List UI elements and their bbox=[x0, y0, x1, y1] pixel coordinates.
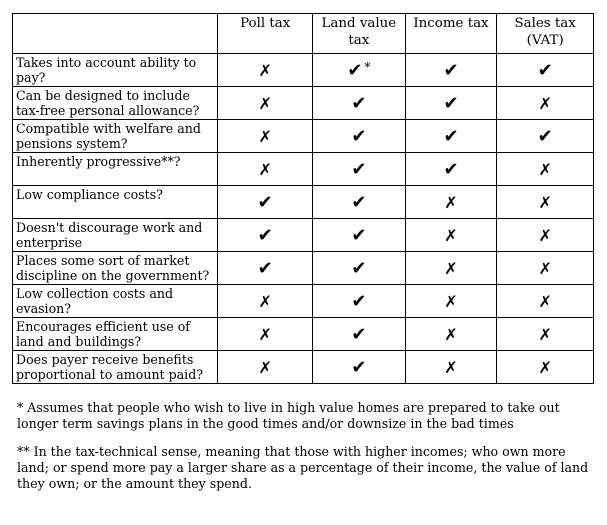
cell-land-value-tax bbox=[313, 252, 406, 285]
cell-poll-tax bbox=[218, 219, 313, 252]
cell-land-value-tax bbox=[313, 219, 406, 252]
cell-poll-tax bbox=[218, 252, 313, 285]
cell-land-value-tax bbox=[313, 153, 406, 186]
header-land-value-tax: Land value tax bbox=[313, 14, 406, 54]
tax-comparison-table bbox=[12, 13, 594, 384]
check-mark-icon: ✔ bbox=[443, 92, 459, 114]
table-row bbox=[13, 120, 594, 153]
cell-income-tax bbox=[405, 351, 497, 384]
check-mark-icon: ✔ bbox=[351, 191, 367, 213]
check-mark-icon: ✔ bbox=[351, 323, 367, 345]
header-sales-tax: Sales tax (VAT) bbox=[497, 14, 594, 54]
row-question: Compatible with welfare and pensions system? bbox=[13, 120, 218, 153]
cell-poll-tax bbox=[218, 186, 313, 219]
cell-sales-tax bbox=[497, 285, 594, 318]
cross-mark-icon: ✗ bbox=[444, 324, 458, 344]
table-row bbox=[13, 252, 594, 285]
table-row bbox=[13, 351, 594, 384]
cross-mark-icon: ✗ bbox=[444, 291, 458, 311]
check-mark-icon: ✔ bbox=[351, 356, 367, 378]
cell-sales-tax bbox=[497, 219, 594, 252]
cross-mark-icon: ✗ bbox=[538, 291, 552, 311]
header-poll-tax: Poll tax bbox=[218, 14, 313, 54]
footnote-1: * Assumes that people who wish to live in high value homes are prepared to take out longer term savings plans in the good times and/or downsize in the bad times bbox=[17, 400, 560, 431]
table-row bbox=[13, 219, 594, 252]
cross-mark-icon: ✗ bbox=[258, 291, 272, 311]
check-mark-icon: ✔ bbox=[351, 125, 367, 147]
table-body bbox=[13, 54, 594, 384]
cell-poll-tax bbox=[218, 87, 313, 120]
table-row bbox=[13, 54, 594, 87]
cross-mark-icon: ✗ bbox=[258, 357, 272, 377]
cell-poll-tax bbox=[218, 153, 313, 186]
cell-land-value-tax bbox=[313, 318, 406, 351]
row-question: Doesn't discourage work and enterprise bbox=[13, 219, 218, 252]
cross-mark-icon: ✗ bbox=[444, 192, 458, 212]
row-question: Low compliance costs? bbox=[13, 186, 218, 219]
cell-sales-tax bbox=[497, 186, 594, 219]
check-mark-icon: ✔ bbox=[443, 59, 459, 81]
table-row bbox=[13, 87, 594, 120]
cell-poll-tax bbox=[218, 120, 313, 153]
cell-income-tax bbox=[405, 219, 497, 252]
cell-income-tax bbox=[405, 153, 497, 186]
cross-mark-icon: ✗ bbox=[538, 159, 552, 179]
cross-mark-icon: ✗ bbox=[444, 258, 458, 278]
cell-land-value-tax bbox=[313, 54, 406, 87]
footnote-2: ** In the tax-technical sense, meaning that those with higher incomes; who own more land; or spend more pay a larger share as a percentage of their income, the value of land they own; or the amount they spend. bbox=[17, 444, 589, 491]
cell-poll-tax bbox=[218, 285, 313, 318]
row-question: Low collection costs and evasion? bbox=[13, 285, 218, 318]
cell-land-value-tax bbox=[313, 351, 406, 384]
cell-poll-tax bbox=[218, 318, 313, 351]
cell-sales-tax bbox=[497, 87, 594, 120]
check-mark-icon: ✔ bbox=[351, 257, 367, 279]
check-mark-icon: ✔ bbox=[351, 92, 367, 114]
header-income-tax: Income tax bbox=[405, 14, 497, 54]
table-row bbox=[13, 318, 594, 351]
check-mark-icon: ✔ bbox=[537, 59, 553, 81]
row-question: Takes into account ability to pay? bbox=[13, 54, 218, 87]
cross-mark-icon: ✗ bbox=[258, 324, 272, 344]
cell-income-tax bbox=[405, 120, 497, 153]
check-mark-icon: ✔ bbox=[257, 191, 273, 213]
cell-income-tax bbox=[405, 54, 497, 87]
cross-mark-icon: ✗ bbox=[538, 192, 552, 212]
cell-land-value-tax bbox=[313, 120, 406, 153]
cell-sales-tax bbox=[497, 252, 594, 285]
row-question: Can be designed to include tax-free personal allowance? bbox=[13, 87, 218, 120]
cell-income-tax bbox=[405, 186, 497, 219]
cell-poll-tax bbox=[218, 351, 313, 384]
row-question: Encourages efficient use of land and buildings? bbox=[13, 318, 218, 351]
cell-sales-tax bbox=[497, 318, 594, 351]
cross-mark-icon: ✗ bbox=[538, 225, 552, 245]
cell-land-value-tax bbox=[313, 186, 406, 219]
cross-mark-icon: ✗ bbox=[258, 159, 272, 179]
check-mark-icon: ✔ bbox=[443, 158, 459, 180]
cell-land-value-tax bbox=[313, 285, 406, 318]
table-row bbox=[13, 285, 594, 318]
cross-mark-icon: ✗ bbox=[538, 357, 552, 377]
header-row bbox=[13, 14, 594, 54]
cell-income-tax bbox=[405, 318, 497, 351]
check-mark-icon: ✔ bbox=[351, 158, 367, 180]
check-mark-icon: ✔ bbox=[443, 125, 459, 147]
cell-income-tax bbox=[405, 285, 497, 318]
check-mark-icon: ✔ bbox=[257, 224, 273, 246]
check-mark-icon: ✔ bbox=[257, 257, 273, 279]
cross-mark-icon: ✗ bbox=[538, 324, 552, 344]
cross-mark-icon: ✗ bbox=[538, 93, 552, 113]
cell-income-tax bbox=[405, 87, 497, 120]
cell-sales-tax bbox=[497, 54, 594, 87]
table-row bbox=[13, 153, 594, 186]
check-mark-icon: ✔ bbox=[351, 224, 367, 246]
row-question: Inherently progressive**? bbox=[13, 153, 218, 186]
check-mark-icon: ✔ bbox=[537, 125, 553, 147]
cell-sales-tax bbox=[497, 120, 594, 153]
cross-mark-icon: ✗ bbox=[258, 93, 272, 113]
check-mark-icon: ✔ bbox=[347, 59, 363, 81]
row-question: Does payer receive benefits proportional to amount paid? bbox=[13, 351, 218, 384]
cell-land-value-tax bbox=[313, 87, 406, 120]
cell-income-tax bbox=[405, 252, 497, 285]
footnote-marker: * bbox=[364, 59, 371, 74]
footnotes bbox=[17, 400, 597, 504]
cell-sales-tax bbox=[497, 153, 594, 186]
cross-mark-icon: ✗ bbox=[538, 258, 552, 278]
cell-sales-tax bbox=[497, 351, 594, 384]
check-mark-icon: ✔ bbox=[351, 290, 367, 312]
cell-poll-tax bbox=[218, 54, 313, 87]
cross-mark-icon: ✗ bbox=[444, 357, 458, 377]
header-corner bbox=[13, 14, 218, 54]
cross-mark-icon: ✗ bbox=[258, 60, 272, 80]
row-question: Places some sort of market discipline on the government? bbox=[13, 252, 218, 285]
cross-mark-icon: ✗ bbox=[444, 225, 458, 245]
cross-mark-icon: ✗ bbox=[258, 126, 272, 146]
table-row bbox=[13, 186, 594, 219]
